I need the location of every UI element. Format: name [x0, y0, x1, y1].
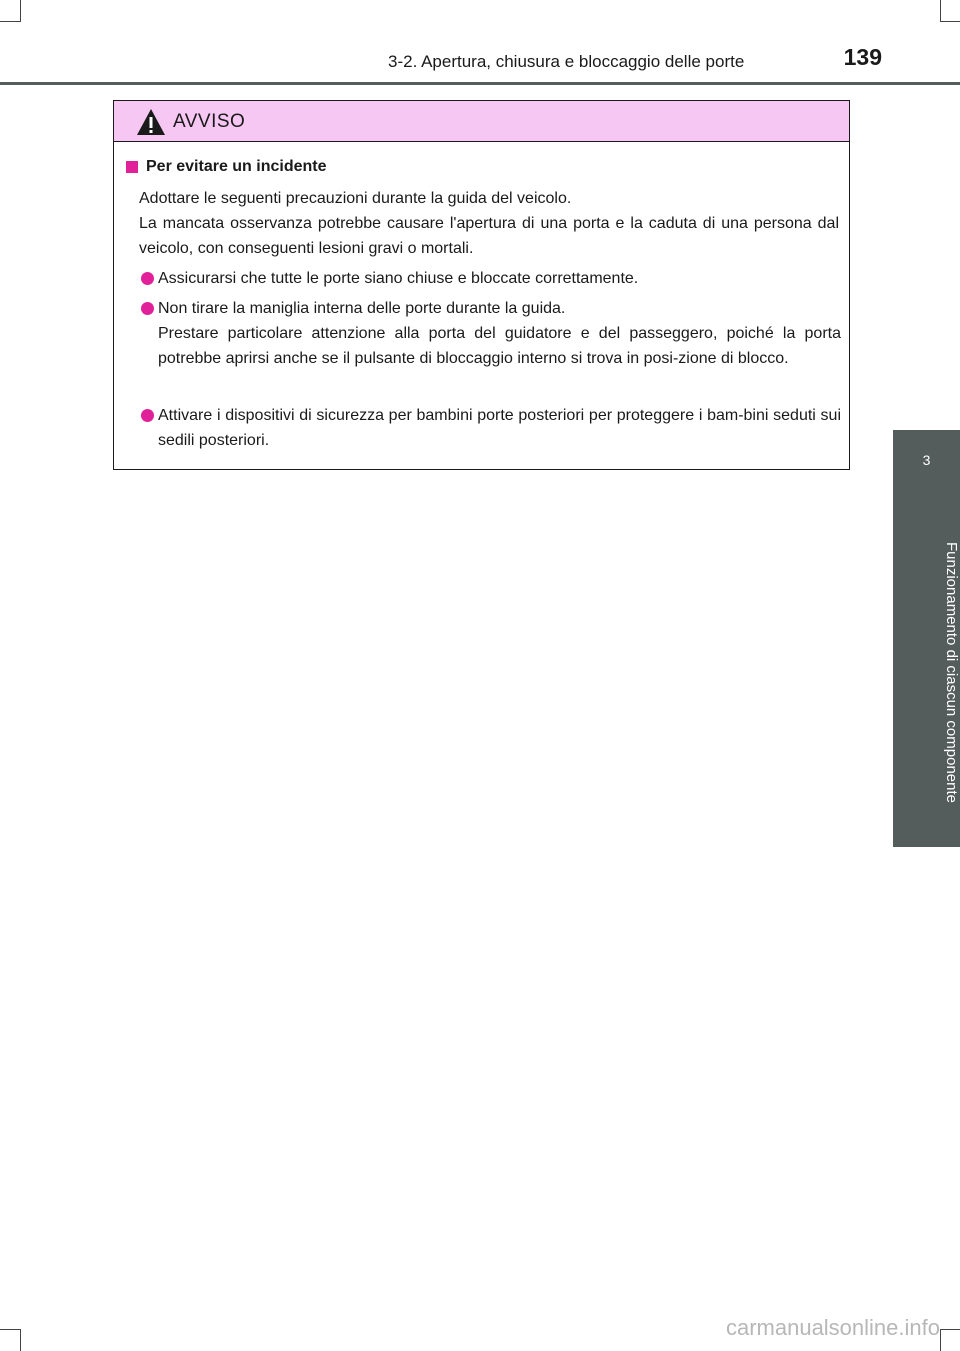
circle-bullet-icon	[141, 409, 154, 422]
warning-section-title-text: Per evitare un incidente	[146, 158, 327, 175]
crop-mark	[940, 0, 941, 22]
warning-label: AVVISO	[173, 111, 246, 132]
header-divider	[0, 82, 960, 85]
warning-bullet-text: Attivare i dispositivi di sicurezza per bambini porte posteriori per proteggere i bam-bini seduti sui sedili posteriori.	[158, 407, 841, 449]
warning-bullet	[139, 296, 841, 371]
crop-mark	[20, 0, 21, 22]
crop-mark	[0, 1329, 20, 1330]
crop-mark	[940, 1329, 960, 1330]
circle-bullet-icon	[141, 272, 154, 285]
crop-mark	[0, 21, 20, 22]
crop-mark	[940, 21, 960, 22]
warning-section-title	[126, 158, 327, 176]
page-number: 139	[843, 44, 882, 70]
warning-bullet-text: Non tirare la maniglia interna delle porte durante la guida.	[158, 300, 566, 317]
warning-intro-line2: La mancata osservanza potrebbe causare l'apertura di una porta e la caduta di una persona dal veicolo, con conseguenti lesioni gravi o mortali.	[139, 215, 839, 257]
square-bullet-icon	[126, 161, 138, 173]
circle-bullet-icon	[141, 302, 154, 315]
chapter-number: 3	[922, 452, 931, 468]
section-header-title: 3-2. Apertura, chiusura e bloccaggio delle porte	[388, 52, 745, 71]
warning-triangle-icon	[136, 108, 166, 136]
warning-header	[114, 101, 849, 142]
warning-box	[113, 100, 850, 470]
crop-mark	[940, 1329, 941, 1351]
warning-intro-line1: Adottare le seguenti precauzioni durante la guida del veicolo.	[139, 190, 572, 207]
warning-bullet	[139, 403, 841, 453]
chapter-title: Funzionamento di ciascun componente	[943, 541, 960, 803]
chapter-tab	[893, 430, 960, 507]
chapter-title-vertical	[893, 516, 960, 828]
warning-bullet-text: Assicurarsi che tutte le porte siano chiuse e bloccate correttamente.	[158, 270, 639, 287]
warning-bullet	[139, 266, 841, 291]
crop-mark	[20, 1329, 21, 1351]
watermark: carmanualsonline.info	[725, 1315, 940, 1340]
warning-bullet-text: Prestare particolare attenzione alla porta del guidatore e del passeggero, poiché la porta potrebbe aprirsi anche se il pulsante di bloccaggio interno si trova in posi-zione di blocco.	[158, 325, 841, 367]
